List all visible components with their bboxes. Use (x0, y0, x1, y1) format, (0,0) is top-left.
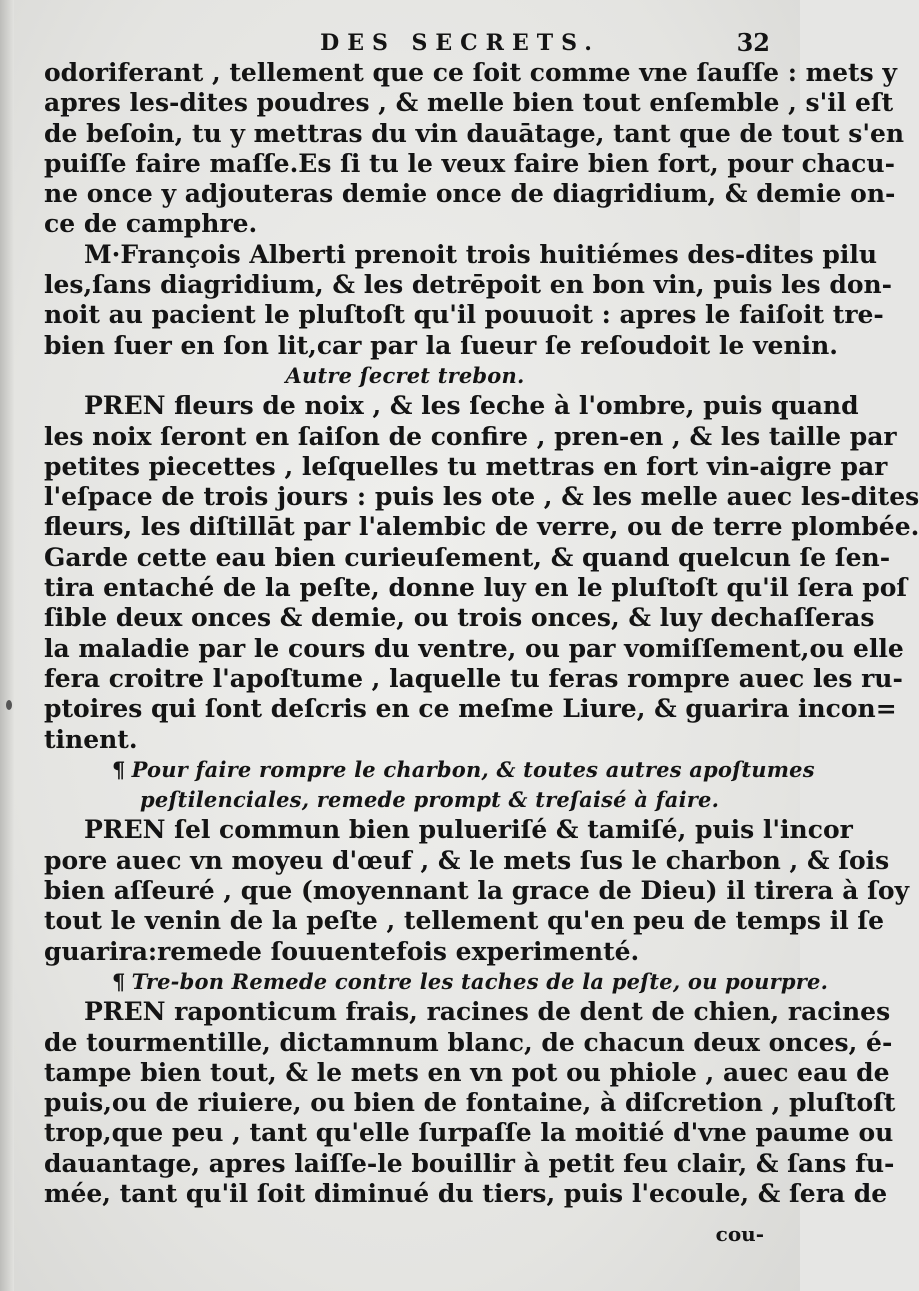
section-heading (44, 967, 829, 997)
text-line: fera croitre l'apoſtume , laquelle tu feras rompre auec les ru- (44, 663, 903, 693)
text-line: puiſſe faire maſſe.Es ſi tu le veux faire bien fort, pour chacu- (44, 148, 895, 178)
text-line: petites piecettes , leſquelles tu mettras en fort vin-aigre par (44, 451, 888, 481)
heading-text: peſtilenciales, remede prompt & treſaisé à faire. (140, 787, 720, 813)
text-line: mée, tant qu'il ſoit diminué du tiers, puis l'ecoule, & ſera de (44, 1178, 888, 1208)
text-line: PREN fleurs de noix , & les ſeche à l'ombre, puis quand (84, 391, 859, 421)
text-line: les noix ſeront en ſaiſon de confire , pren-en , & les taille par (44, 421, 897, 451)
text-line: les,ſans diagridium, & les detrēpoit en bon vin, puis les don- (44, 270, 893, 300)
text-line: PREN ſel commun bien pulueriſé & tamiſé, puis l'incor (84, 815, 853, 845)
text-line: la maladie par le cours du ventre, ou par vomiſſement,ou elle (44, 633, 904, 663)
catchword: cou- (715, 1222, 764, 1246)
text-line: de beſoin, tu y mettras du vin dauātage, tant que de tout s'en (44, 118, 905, 148)
text-line: tira entaché de la peſte, donne luy en le pluſtoſt qu'il ſera poſ (44, 573, 908, 603)
text-line: bien aſſeuré , que (moyennant la grace de Dieu) il tirera à ſoy (44, 876, 910, 906)
heading-text: Tre-bon Remede contre les taches de la peſte, ou pourpre. (131, 968, 829, 994)
text-line: M·François Alberti prenoit trois huitiémes des-dites pilu (84, 239, 878, 269)
text-line: tinent. (44, 724, 138, 754)
text-line: guarira:remede ſouuentefois experimenté. (44, 936, 640, 966)
pilcrow-icon: ¶ (112, 756, 126, 782)
text-line: tampe bien tout, & le mets en vn pot ou phiole , auec eau de (44, 1057, 890, 1087)
text-line: pore auec vn moyeu d'œuf , & le mets ſus le charbon , & ſois (44, 845, 890, 875)
text-line: de tourmentille, dictamnum blanc, de chacun deux onces, é- (44, 1027, 893, 1057)
text-line: l'eſpace de trois jours : puis les ote , & les melle auec les-dites (44, 482, 919, 512)
running-title: DES SECRETS. (320, 30, 600, 56)
page-gutter-shadow (0, 0, 14, 1291)
page-number: 32 (736, 28, 770, 57)
text-line: dauantage, apres laiſſe-le bouillir à petit feu clair, & ſans fu- (44, 1148, 895, 1178)
section-heading (44, 755, 815, 785)
text-line: fleurs, les diſtillāt par l'alembic de verre, ou de terre plombée. (44, 512, 919, 542)
text-line: ne once y adjouteras demie once de diagridium, & demie on- (44, 179, 896, 209)
text-line: noit au pacient le pluſtoſt qu'il pouuoit : apres le faiſoit tre- (44, 300, 884, 330)
text-line: apres les-dites poudres , & melle bien tout enſemble , s'il eſt (44, 88, 894, 118)
text-line: ſible deux onces & demie, ou trois onces, & luy dechaſſeras (44, 603, 875, 633)
pilcrow-icon: ¶ (112, 968, 126, 994)
text-line: PREN raponticum frais, racines de dent de chien, racines (84, 997, 891, 1027)
text-line: trop,que peu , tant qu'elle ſurpaſſe la moitié d'vne paume ou (44, 1118, 894, 1148)
text-line: puis,ou de riuiere, ou bien de fontaine, à diſcretion , pluſtoſt (44, 1088, 896, 1118)
text-line: bien ſuer en ſon lit,car par la ſueur ſe reſoudoit le venin. (44, 330, 838, 360)
ink-speck (6, 700, 12, 710)
text-line: tout le venin de la peſte , tellement qu'en peu de temps il ſe (44, 906, 885, 936)
heading-text: Pour faire rompre le charbon, & toutes autres apoſtumes (131, 756, 815, 782)
text-body (44, 58, 919, 1209)
text-line: Garde cette eau bien curieuſement, & quand quelcun ſe ſen- (44, 542, 891, 572)
section-heading (44, 785, 766, 815)
heading-text: Autre ſecret trebon. (285, 362, 525, 388)
section-heading (44, 361, 766, 391)
text-line: ce de camphre. (44, 209, 258, 239)
text-line: ptoires qui ſont deſcris en ce meſme Liure, & guarira incon= (44, 694, 897, 724)
text-line: odoriferant , tellement que ce ſoit comme vne ſauſſe : mets y (44, 58, 897, 87)
